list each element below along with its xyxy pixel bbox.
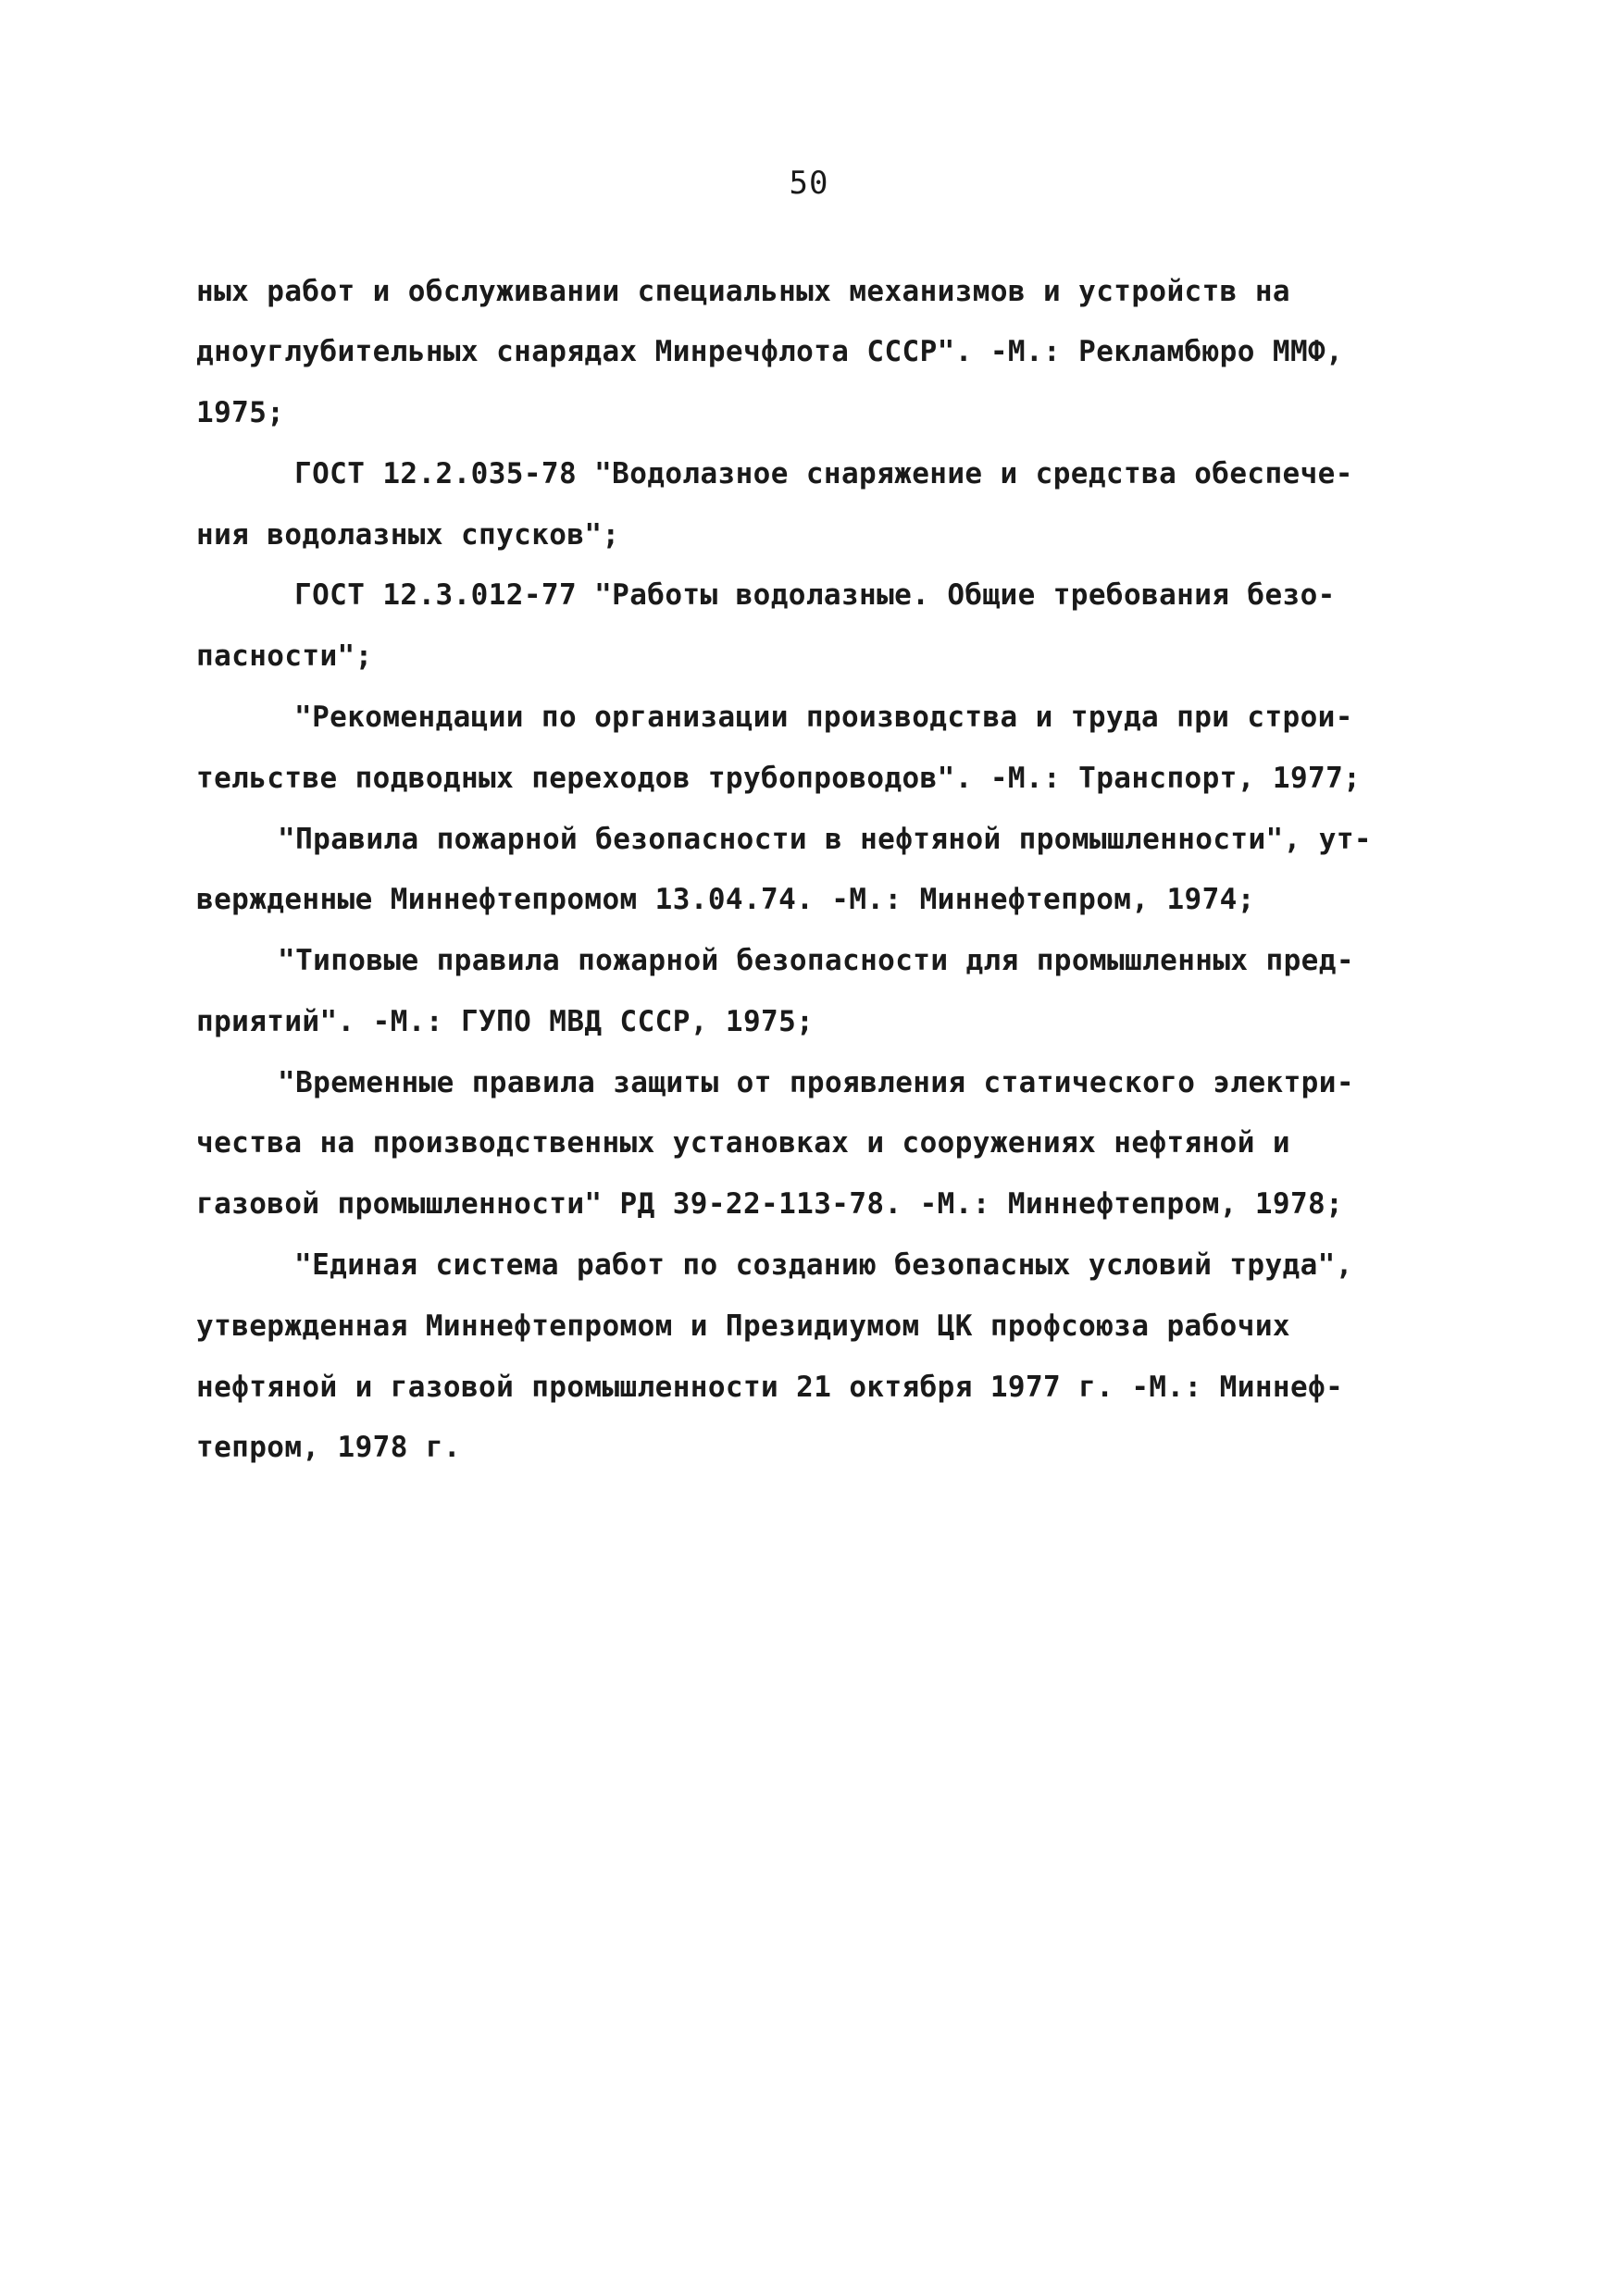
- text-line: тепром, 1978 г.: [196, 1431, 461, 1464]
- text-line: "Типовые правила пожарной безопасности для промышленных пред-: [278, 944, 1354, 977]
- text-line: утвержденная Миннефтепромом и Президиумом ЦК профсоюза рабочих: [196, 1309, 1290, 1343]
- text-line: 1975;: [196, 396, 285, 429]
- text-line: ГОСТ 12.2.035-78 "Водолазное снаряжение и средства обеспече-: [294, 457, 1353, 490]
- text-line: "Временные правила защиты от проявления статического электри-: [278, 1066, 1354, 1099]
- text-line: дноуглубительных снарядах Минречфлота СССР". -М.: Рекламбюро ММФ,: [196, 335, 1344, 368]
- text-line: приятий". -М.: ГУПО МВД СССР, 1975;: [196, 1005, 815, 1038]
- text-line: ГОСТ 12.3.012-77 "Работы водолазные. Общие требования безо-: [294, 578, 1336, 612]
- text-line: нефтяной и газовой промышленности 21 октября 1977 г. -М.: Миннеф-: [196, 1371, 1344, 1404]
- text-line: вержденные Миннефтепромом 13.04.74. -М.: Миннефтепром, 1974;: [196, 883, 1255, 916]
- text-line: "Рекомендации по организации производства и труда при строи-: [294, 701, 1353, 734]
- text-line: ных работ и обслуживании специальных механизмов и устройств на: [196, 275, 1290, 308]
- text-line: газовой промышленности" РД 39-22-113-78. -М.: Миннефтепром, 1978;: [196, 1187, 1344, 1221]
- text-line: "Единая система работ по созданию безопасных условий труда",: [294, 1248, 1353, 1282]
- text-line: ния водолазных спусков";: [196, 518, 620, 552]
- text-line: тельстве подводных переходов трубопроводов". -М.: Транспорт, 1977;: [196, 762, 1362, 795]
- text-line: "Правила пожарной безопасности в нефтяной промышленности", ут-: [278, 823, 1372, 856]
- text-line: пасности";: [196, 639, 373, 673]
- page-number: 50: [789, 165, 829, 202]
- text-line: чества на производственных установках и сооружениях нефтяной и: [196, 1126, 1290, 1160]
